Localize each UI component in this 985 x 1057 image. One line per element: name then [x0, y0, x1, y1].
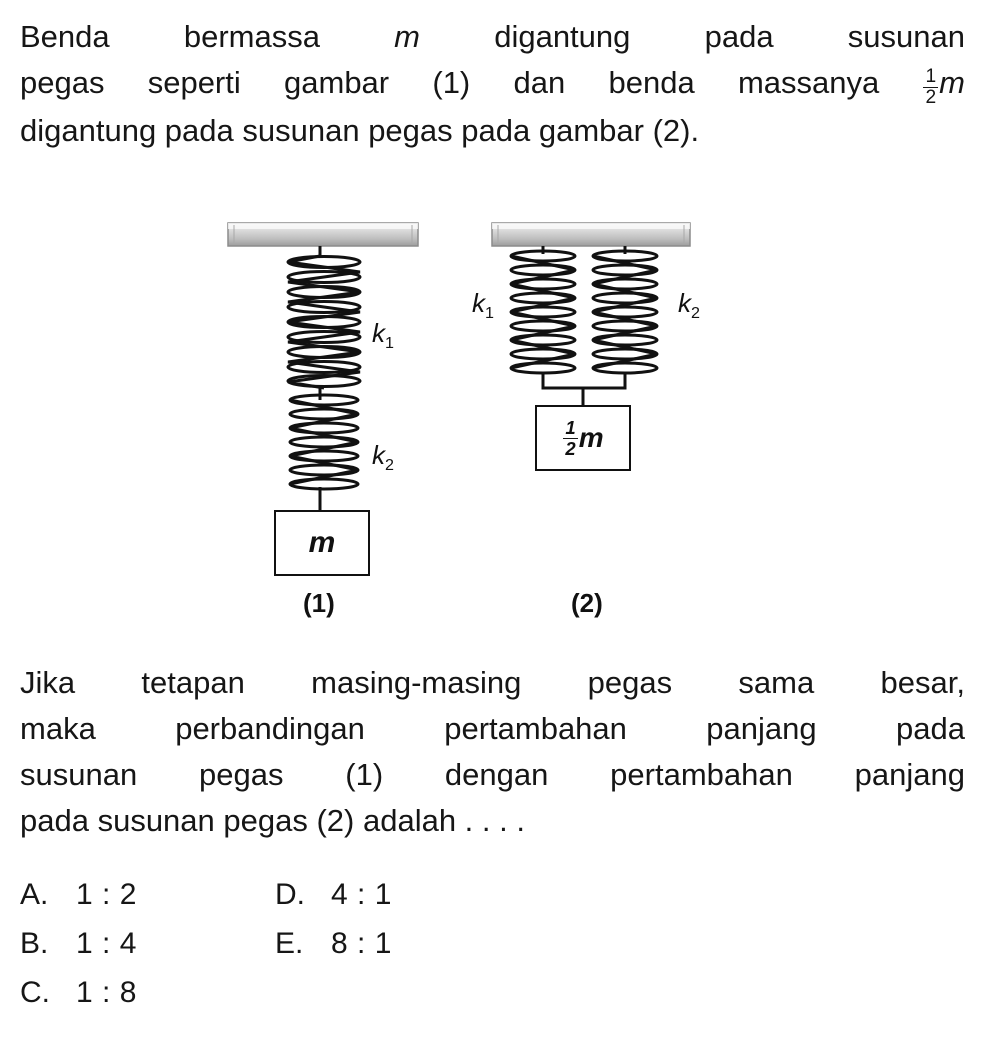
intro-line-2-text-b: m: [939, 65, 965, 100]
fig1-ceiling-bar: [228, 223, 418, 246]
answer-option-a[interactable]: [20, 878, 260, 912]
fig2-k2-letter: k: [678, 288, 691, 318]
fig2-mass-fraction: [563, 418, 577, 458]
fig1-k2-label: [372, 440, 394, 475]
answer-a-letter: A.: [20, 878, 49, 911]
answer-c-value: 1 : 8: [76, 976, 137, 1009]
fraction-numerator: 1: [925, 65, 937, 87]
fraction-denominator: 2: [925, 86, 937, 108]
answer-c-letter: C.: [20, 976, 50, 1009]
fig2-mass-box: [535, 405, 631, 471]
intro-line-2-text-a: pegas seperti gambar (1) dan benda massanya: [20, 65, 923, 100]
fig1-mass-label: m: [308, 526, 336, 559]
fig1-spring-k2: [290, 395, 358, 489]
question-line-2: maka perbandingan pertambahan panjang pada: [20, 711, 965, 746]
fig2-spring-k2: [593, 251, 657, 373]
answer-option-b[interactable]: [20, 927, 260, 961]
question-line-3: susunan pegas (1) dengan pertambahan panjang: [20, 757, 965, 792]
half-fraction: [923, 67, 938, 109]
question-line-4: pada susunan pegas (2) adalah . . . .: [20, 803, 525, 838]
fig1-k2-subscript: 2: [385, 456, 394, 475]
answer-d-value: 4 : 1: [331, 878, 392, 911]
answer-row-3: [20, 976, 965, 1025]
fig1-mass-box: [274, 510, 370, 576]
answer-b-letter: B.: [20, 927, 49, 960]
intro-line-3: digantung pada susunan pegas pada gambar (2).: [20, 113, 700, 149]
answer-d-letter: D.: [275, 878, 305, 911]
fig2-mass-denominator: 2: [565, 437, 576, 459]
answer-option-d[interactable]: [275, 878, 515, 912]
fig1-k1-label: [372, 318, 394, 353]
fig2-k2-subscript: 2: [691, 304, 700, 323]
fig1-k1-subscript: 1: [385, 334, 394, 353]
fig2-k2-label: [678, 288, 700, 323]
figure-1-caption: (1): [303, 588, 335, 618]
fig2-k1-letter: k: [472, 288, 485, 318]
answer-row-2: [20, 927, 965, 976]
fig1-k2-letter: k: [372, 440, 385, 470]
fig1-spring-k1: [288, 256, 360, 388]
fig2-k1-label: [472, 288, 494, 323]
question-line-1: Jika tetapan masing-masing pegas sama besar,: [20, 665, 965, 700]
fig2-ceiling-bar: [492, 223, 690, 246]
spring-systems-figure: [0, 200, 985, 640]
intro-line-2: [20, 60, 965, 108]
fig1-k1-letter: k: [372, 318, 385, 348]
fig2-mass-numerator: 1: [565, 416, 576, 438]
fig2-mass-unit: m: [578, 422, 604, 453]
intro-line-1: Benda bermassa m digantung pada susunan: [20, 19, 965, 54]
fig2-k1-subscript: 1: [485, 304, 494, 323]
figure-svg: [0, 200, 985, 640]
answer-row-1: [20, 878, 965, 927]
answer-option-c[interactable]: [20, 976, 260, 1010]
mass-symbol-m: m: [394, 19, 420, 54]
answer-option-e[interactable]: [275, 927, 515, 961]
answer-a-value: 1 : 2: [76, 878, 137, 911]
figure-2-caption: (2): [571, 588, 603, 618]
answer-options: [20, 878, 965, 1025]
fig2-spring-k1: [511, 251, 575, 373]
intro-paragraph: [20, 14, 965, 154]
question-paragraph: [20, 660, 965, 844]
answer-b-value: 1 : 4: [76, 927, 137, 960]
answer-e-letter: E.: [275, 927, 304, 960]
answer-e-value: 8 : 1: [331, 927, 392, 960]
